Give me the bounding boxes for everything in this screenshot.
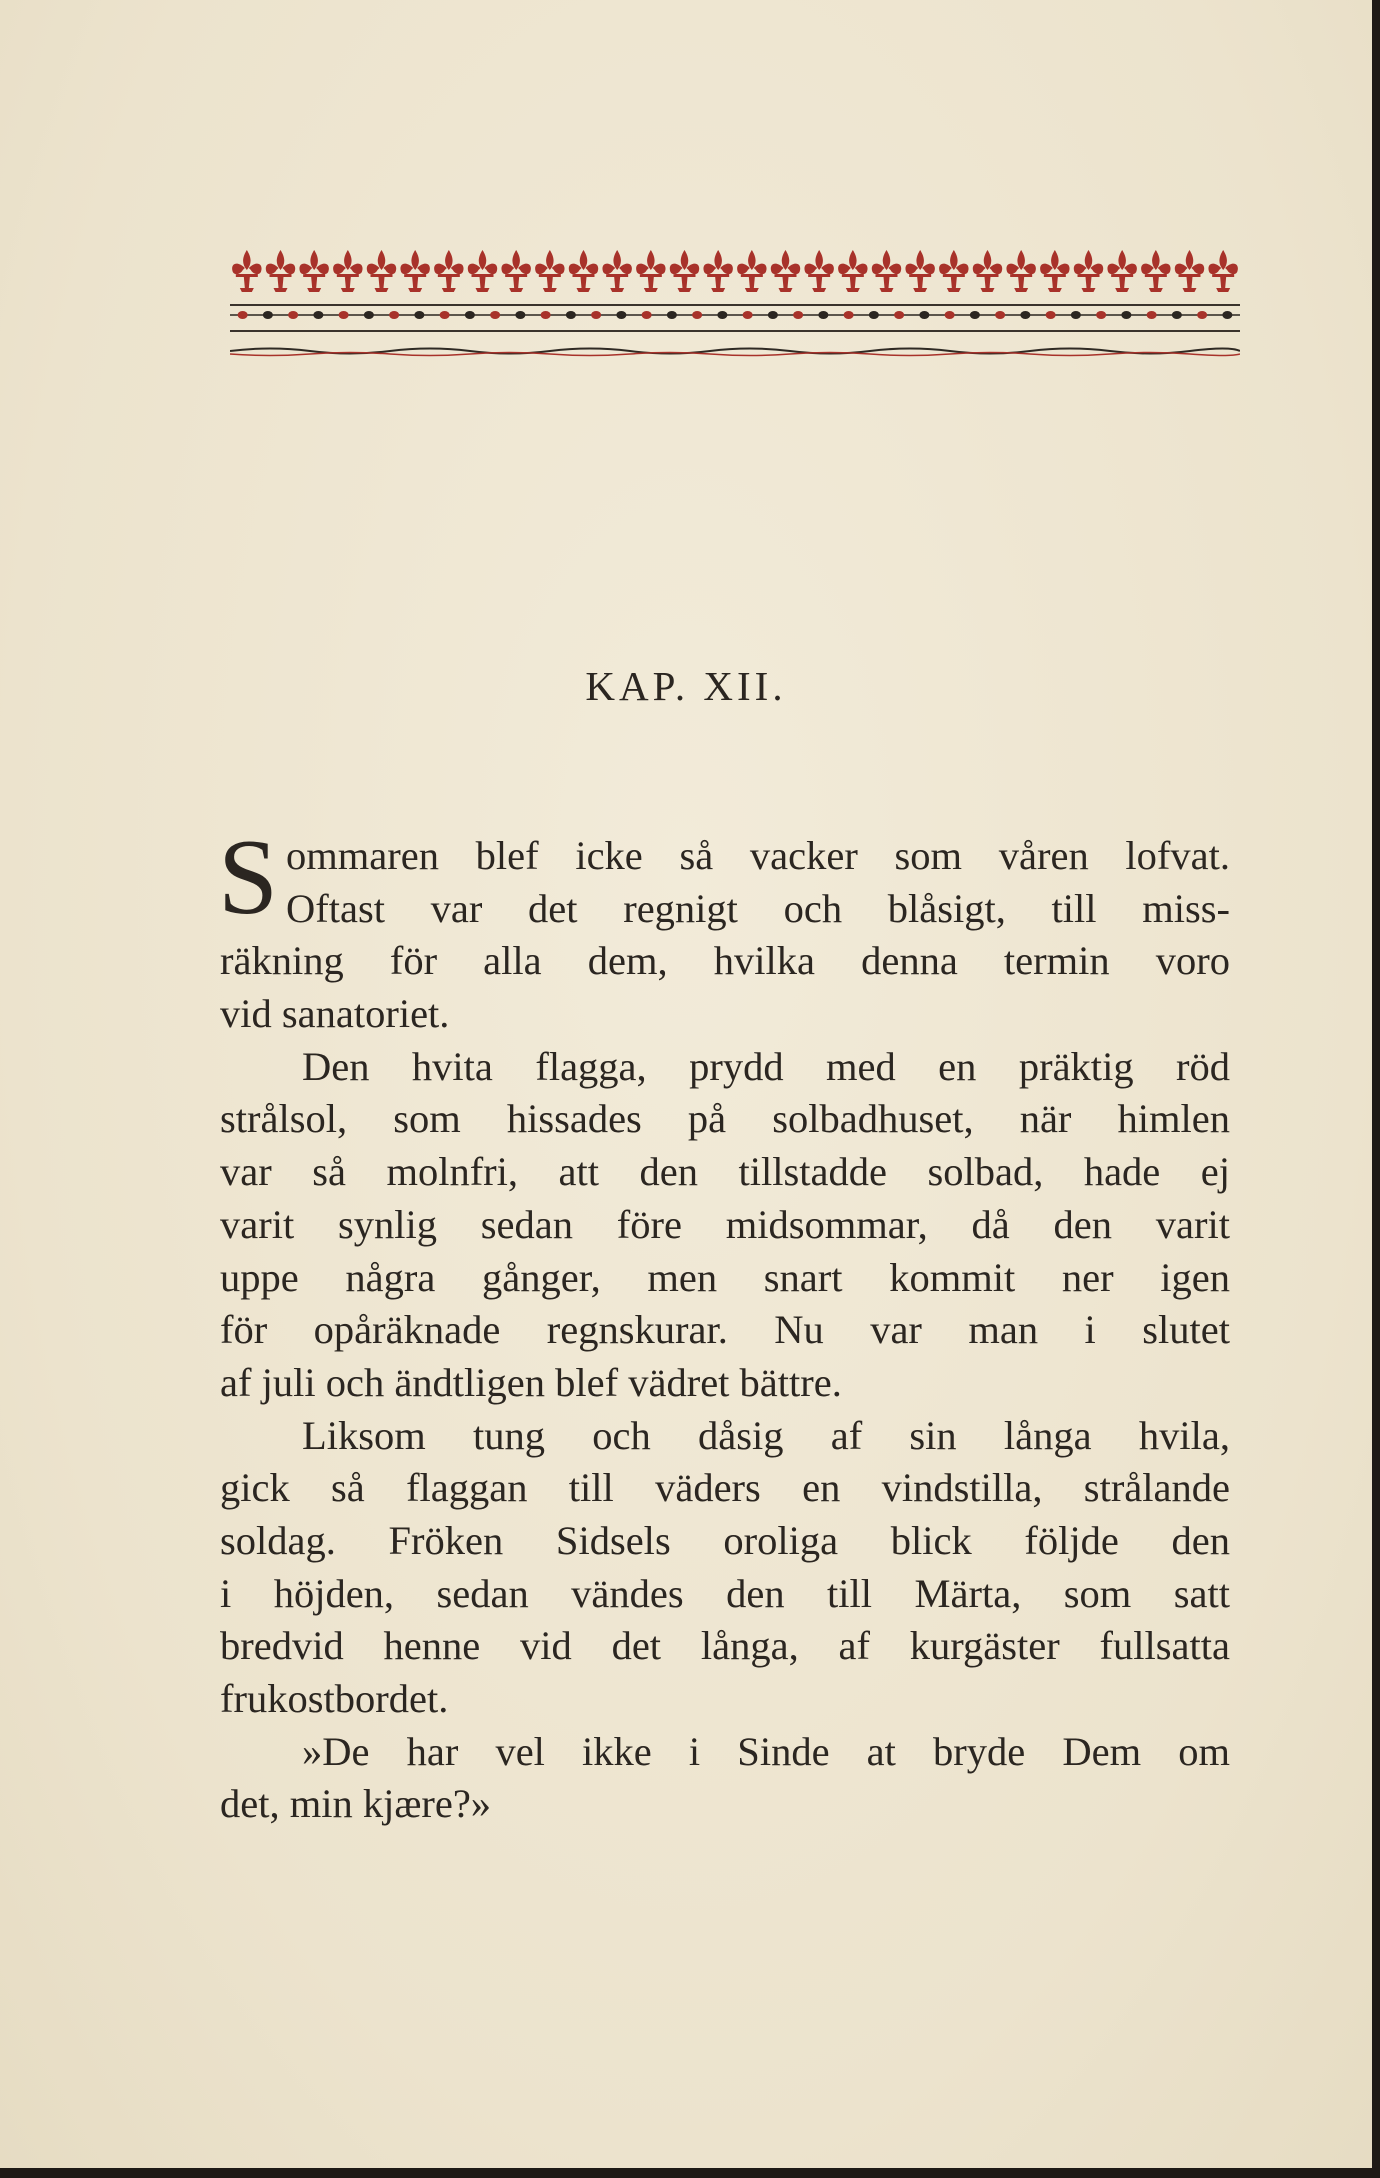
fleur-de-lis-icon: [602, 250, 631, 292]
fleur-de-lis-icon: [670, 250, 699, 292]
bead-icon: [894, 311, 904, 319]
bead-icon: [1096, 311, 1106, 319]
bead-icon: [389, 311, 399, 319]
bead-icon: [414, 311, 424, 319]
fleur-de-lis-icon: [838, 250, 867, 292]
fleur-de-lis-icon: [905, 250, 934, 292]
bead-icon: [667, 311, 677, 319]
bead-icon: [743, 311, 753, 319]
bead-icon: [793, 311, 803, 319]
bead-icon: [1197, 311, 1207, 319]
fleur-de-lis-icon: [367, 250, 396, 292]
bead-icon: [515, 311, 525, 319]
text-line: frukostbordet.: [220, 1676, 449, 1721]
fleur-de-lis-row-icon: [230, 248, 1240, 294]
fleur-de-lis-icon: [569, 250, 598, 292]
bead-icon: [818, 311, 828, 319]
fleur-de-lis-icon: [1074, 250, 1103, 292]
bead-icon: [1172, 311, 1182, 319]
text-line: uppe några gånger, men snart kommit ner igen: [220, 1254, 1230, 1300]
bead-icon: [692, 311, 702, 319]
fleur-de-lis-icon: [1006, 250, 1035, 292]
text-line: vid sanatoriet.: [220, 991, 450, 1037]
bead-icon: [288, 311, 298, 319]
text-line: »De har vel ikke i Sinde at bryde Dem om: [302, 1728, 1230, 1774]
line-text: ommaren blef icke så vacker som våren lofvat.: [286, 833, 1230, 878]
fleur-de-lis-icon: [737, 250, 766, 292]
fleur-de-lis-icon: [333, 250, 362, 292]
bead-icon: [566, 311, 576, 319]
bead-icon: [717, 311, 727, 319]
text-line: bredvid henne vid det långa, af kurgäster fullsatta: [220, 1623, 1230, 1669]
bead-icon: [970, 311, 980, 319]
ornament-rule-top: [230, 304, 1240, 306]
text-line: soldag. Fröken Sidsels oroliga blick följde den: [220, 1517, 1230, 1563]
bead-icon: [844, 311, 854, 319]
fleur-de-lis-icon: [468, 250, 497, 292]
fleur-de-lis-icon: [535, 250, 564, 292]
bead-icon: [364, 311, 374, 319]
text-line: varit synlig sedan före midsommar, då den varit: [220, 1201, 1230, 1247]
bead-icon: [1222, 311, 1232, 319]
fleur-de-lis-icon: [703, 250, 732, 292]
text-line: strålsol, som hissades på solbadhuset, när himlen: [220, 1096, 1230, 1142]
bead-icon: [1121, 311, 1131, 319]
fleur-de-lis-icon: [939, 250, 968, 292]
bead-icon: [1020, 311, 1030, 319]
fleur-de-lis-icon: [973, 250, 1002, 292]
bead-icon: [642, 311, 652, 319]
bead-icon: [440, 311, 450, 319]
text-line: Oftast var det regnigt och blåsigt, till miss-: [286, 885, 1230, 931]
bead-icon: [541, 311, 551, 319]
fleur-de-lis-icon: [872, 250, 901, 292]
text-line: af juli och ändtligen blef vädret bättre.: [220, 1359, 842, 1405]
fleur-de-lis-icon: [1175, 250, 1204, 292]
fleur-de-lis-icon: [636, 250, 665, 292]
fleur-de-lis-icon: [804, 250, 833, 292]
fleur-de-lis-icon: [299, 250, 328, 292]
text-line: Liksom tung och dåsig af sin långa hvila,: [302, 1412, 1230, 1458]
bead-icon: [1147, 311, 1157, 319]
bead-icon: [465, 311, 475, 319]
ornament-rule-middle: [230, 330, 1240, 332]
fleur-de-lis-icon: [266, 250, 295, 292]
fleur-de-lis-icon: [434, 250, 463, 292]
chapter-ornament: [230, 248, 1240, 364]
text-line: var så molnfri, att den tillstadde solbad, hade ej: [220, 1149, 1230, 1195]
text-line: Den hvita flagga, prydd med en präktig röd: [302, 1043, 1230, 1089]
bead-icon: [1046, 311, 1056, 319]
page-bottom-shadow: [0, 2168, 1380, 2178]
fleur-de-lis-icon: [1107, 250, 1136, 292]
page-edge-shadow: [1372, 0, 1380, 2178]
fleur-de-lis-icon: [501, 250, 530, 292]
bead-icon: [995, 311, 1005, 319]
text-line: det, min kjære?»: [220, 1781, 492, 1827]
bead-border-icon: [230, 308, 1240, 322]
text-line: för opåräknade regnskurar. Nu var man i slutet: [220, 1307, 1230, 1353]
bead-icon: [919, 311, 929, 319]
fleur-de-lis-icon: [771, 250, 800, 292]
bead-icon: [238, 311, 248, 319]
fleur-de-lis-icon: [400, 250, 429, 292]
drop-cap: S: [218, 818, 279, 937]
bead-icon: [490, 311, 500, 319]
text-line: räkning för alla dem, hvilka denna termin voro: [220, 938, 1230, 984]
bead-icon: [339, 311, 349, 319]
fleur-de-lis-icon: [1040, 250, 1069, 292]
bead-icon: [263, 311, 273, 319]
fleur-de-lis-icon: [232, 250, 261, 292]
chapter-heading: KAP. XII.: [585, 663, 787, 709]
bead-icon: [616, 311, 626, 319]
fleur-de-lis-icon: [1208, 250, 1237, 292]
bead-icon: [1071, 311, 1081, 319]
fleur-de-lis-icon: [1141, 250, 1170, 292]
bead-icon: [945, 311, 955, 319]
bead-icon: [591, 311, 601, 319]
bead-icon: [768, 311, 778, 319]
wave-border-icon: [230, 342, 1240, 360]
bead-icon: [869, 311, 879, 319]
body-text: [218, 818, 1230, 1831]
bead-icon: [313, 311, 323, 319]
text-line: gick så flaggan till väders en vindstilla, strålande: [220, 1465, 1230, 1511]
text-line: i höjden, sedan vändes den till Märta, som satt: [220, 1570, 1230, 1616]
